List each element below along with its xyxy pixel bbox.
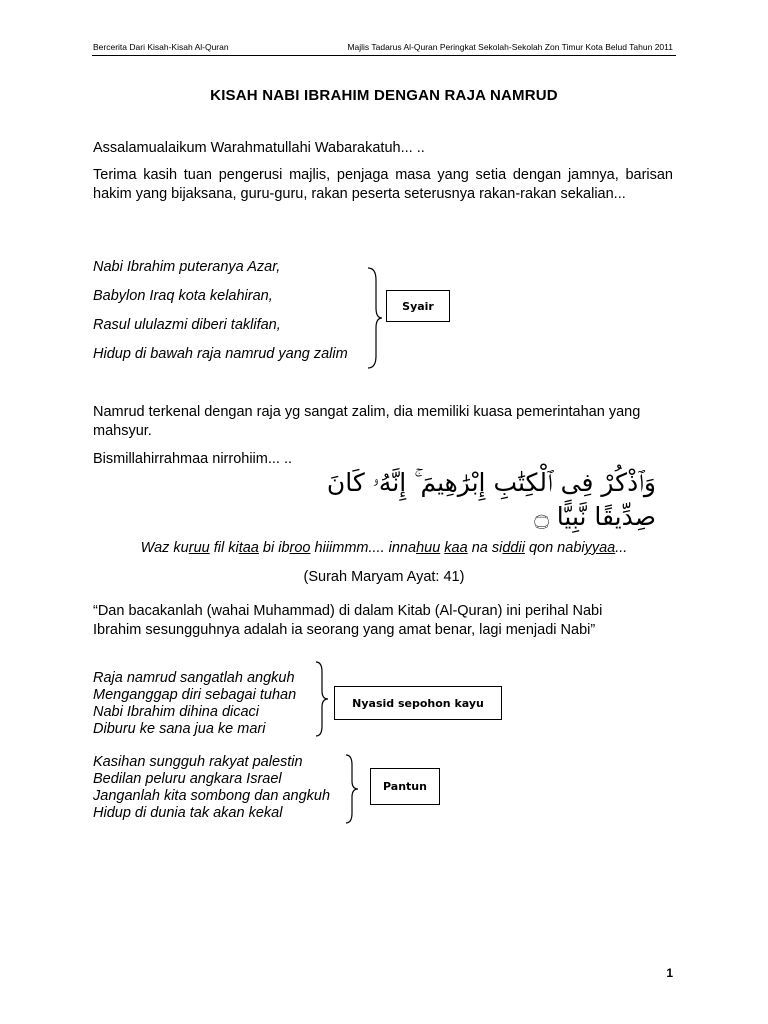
- pantun-line-1: Kasihan sungguh rakyat palestin: [93, 754, 303, 770]
- arabic-verse-line-2: صِدِّيقًا نَّبِيًّا ۝: [534, 502, 656, 531]
- page-title: KISAH NABI IBRAHIM DENGAN RAJA NAMRUD: [210, 87, 558, 104]
- nyasid-line-4: Diburu ke sana jua ke mari: [93, 721, 266, 737]
- syair-brace: [364, 266, 384, 370]
- intro-paragraph: Terima kasih tuan pengerusi majlis, penjaga masa yang setia dengan jamnya, barisan hakim yang bijaksana, guru-guru, rakan peserta seterusnya rakan-rakan sekalian...: [93, 167, 673, 202]
- nyasid-line-3: Nabi Ibrahim dihina dicaci: [93, 704, 260, 720]
- header-divider: [92, 55, 676, 56]
- nyasid-brace: [312, 660, 332, 738]
- pantun-label-box: Pantun: [370, 768, 440, 805]
- transliteration: Waz kuruu fil kitaa bi ibroo hiiimmm.... innahuu kaa na siddii qon nabiyyaa...: [140, 540, 628, 556]
- syair-line-1: Nabi Ibrahim puteranya Azar,: [93, 259, 281, 275]
- page-number: 1: [666, 966, 673, 980]
- syair-line-3: Rasul ululazmi diberi taklifan,: [93, 317, 281, 333]
- bismillah: Bismillahirrahmaa nirrohiim... ..: [93, 451, 293, 467]
- translation-paragraph: “Dan bacakanlah (wahai Muhammad) di dalam Kitab (Al-Quran) ini perihal Nabi Ibrahim sesungguhnya adalah ia seorang yang amat benar, lagi menjadi Nabi”: [93, 603, 603, 638]
- nyasid-label-box: Nyasid sepohon kayu: [334, 686, 502, 720]
- surah-citation: (Surah Maryam Ayat: 41): [303, 569, 465, 585]
- syair-line-2: Babylon Iraq kota kelahiran,: [93, 288, 273, 304]
- syair-label-box: Syair: [386, 290, 450, 322]
- pantun-line-4: Hidup di dunia tak akan kekal: [93, 805, 283, 821]
- header-right: Majlis Tadarus Al-Quran Peringkat Sekolah-Sekolah Zon Timur Kota Belud Tahun 2011: [347, 42, 673, 52]
- header-left: Bercerita Dari Kisah-Kisah Al-Quran: [93, 42, 229, 52]
- greeting: Assalamualaikum Warahmatullahi Wabarakatuh... ..: [93, 140, 425, 156]
- namrud-paragraph: Namrud terkenal dengan raja yg sangat zalim, dia memiliki kuasa pemerintahan yang mahsyur.: [93, 404, 641, 439]
- nyasid-line-2: Menganggap diri sebagai tuhan: [93, 687, 297, 703]
- pantun-brace: [342, 753, 362, 825]
- arabic-verse-line-1: وَٱذْكُرْ فِى ٱلْكِتَٰبِ إِبْرَٰهِيمَ ۚ إِنَّهُۥ كَانَ: [326, 468, 656, 497]
- nyasid-line-1: Raja namrud sangatlah angkuh: [93, 670, 295, 686]
- syair-line-4: Hidup di bawah raja namrud yang zalim: [93, 346, 348, 362]
- pantun-line-2: Bedilan peluru angkara Israel: [93, 771, 282, 787]
- pantun-line-3: Janganlah kita sombong dan angkuh: [93, 788, 331, 804]
